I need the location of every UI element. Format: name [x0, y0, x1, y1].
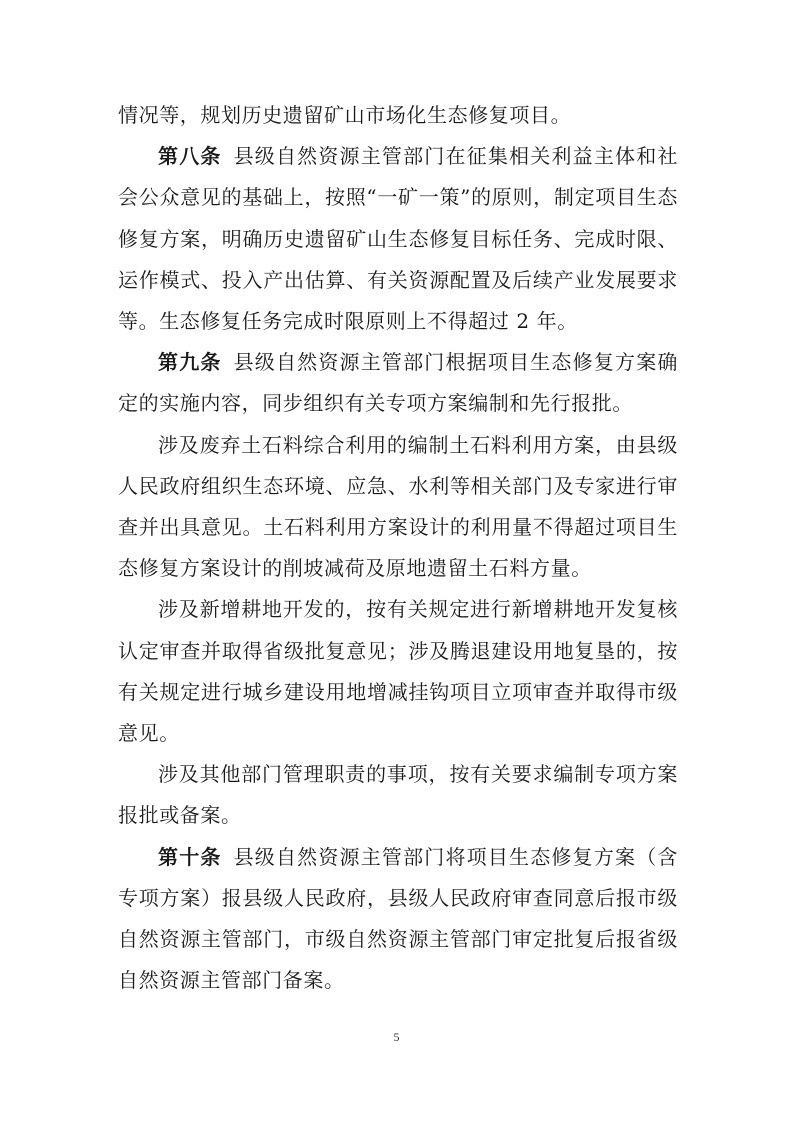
paragraph-text: 县级自然资源主管部门在征集相关利益主体和社会公众意见的基础上，按照“一矿一策”的原则，制定项目生态修复方案，明确历史遗留矿山生态修复目标任务、完成时限、运作模式、投入产出估算、有关资源配置及后续产业发展要求等。生态修复任务完成时限原则上不得超过 2 年。: [118, 144, 678, 334]
paragraph-text: 情况等，规划历史遗留矿山市场化生态修复项目。: [118, 103, 572, 127]
paragraph-earthwork: [118, 425, 678, 590]
paragraph-text: 涉及废弃土石料综合利用的编制土石料利用方案，由县级人民政府组织生态环境、应急、水利等相关部门及专家进行审查并出具意见。土石料利用方案设计的利用量不得超过项目生态修复方案设计的削坡减荷及原地遗留土石料方量。: [118, 432, 678, 581]
paragraph-text: 县级自然资源主管部门将项目生态修复方案（含专项方案）报县级人民政府，县级人民政府审查同意后报市级自然资源主管部门，市级自然资源主管部门审定批复后报省级自然资源主管部门备案。: [118, 844, 678, 993]
paragraph-farmland: [118, 589, 678, 754]
page-number: 5: [393, 1030, 400, 1044]
article-8: [118, 136, 678, 342]
article-9: [118, 342, 678, 424]
article-heading: 第八条: [158, 144, 222, 169]
article-10: [118, 837, 678, 1002]
paragraph-continuation: [118, 95, 678, 136]
document-page: [118, 95, 678, 1001]
article-heading: 第九条: [158, 350, 222, 375]
article-heading: 第十条: [158, 844, 222, 869]
paragraph-text: 涉及其他部门管理职责的事项，按有关要求编制专项方案报批或备案。: [118, 762, 678, 828]
paragraph-text: 县级自然资源主管部门根据项目生态修复方案确定的实施内容，同步组织有关专项方案编制和先行报批。: [118, 350, 678, 416]
paragraph-text: 涉及新增耕地开发的，按有关规定进行新增耕地开发复核认定审查并取得省级批复意见；涉及腾退建设用地复垦的，按有关规定进行城乡建设用地增减挂钩项目立项审查并取得市级意见。: [118, 597, 678, 746]
paragraph-other-departments: [118, 754, 678, 836]
